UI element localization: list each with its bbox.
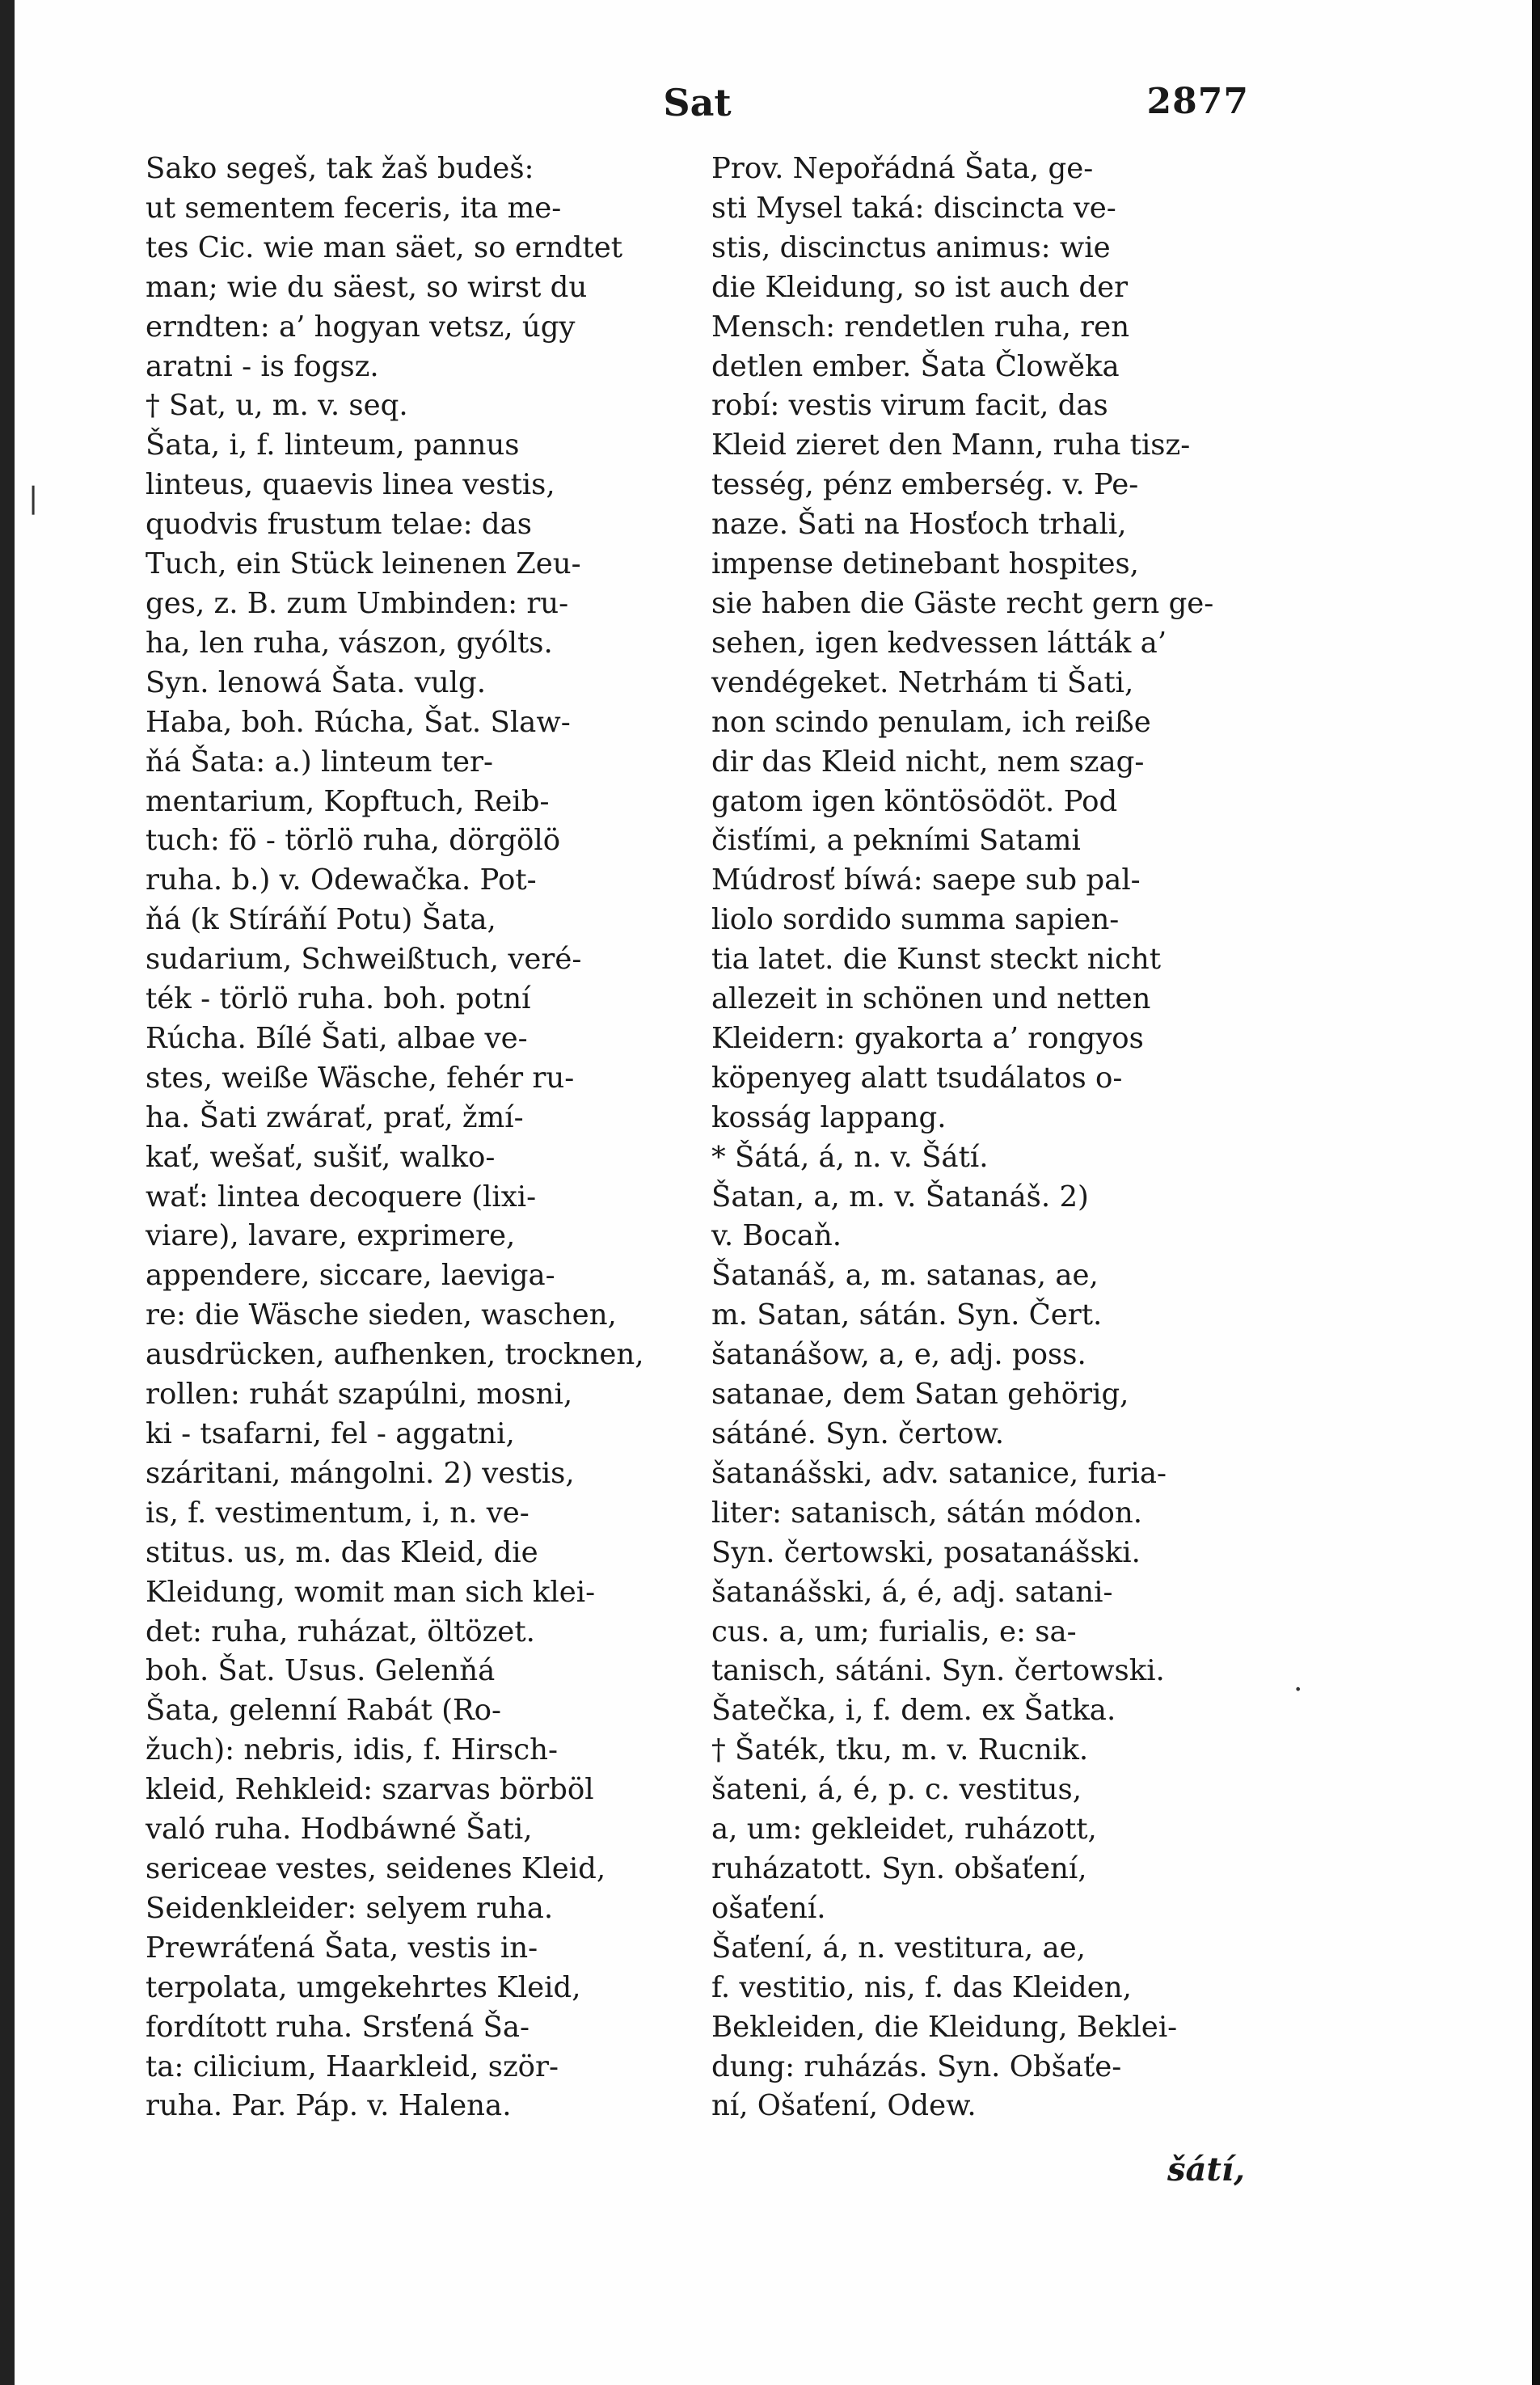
entry-line: ní, Ošaťení, Odew. — [711, 2089, 977, 2123]
entry-line: naze. Šati na Hosťoch trhali, — [711, 508, 1127, 542]
entry-line: v. Bocaň. — [711, 1219, 842, 1253]
entry-line: sie haben die Gäste recht gern ge- — [711, 586, 1214, 620]
entry-line: sehen, igen kedvessen látták a’ — [711, 626, 1167, 660]
entry-line: Šata, i, f. linteum, pannus — [146, 428, 520, 462]
entry-line: ha, len ruha, vászon, gyólts. — [146, 626, 553, 660]
entry-line: linteus, quaevis linea vestis, — [146, 468, 555, 502]
entry-line: gatom igen köntösödöt. Pod — [711, 784, 1118, 818]
entry-line: aratni - is fogsz. — [146, 349, 379, 383]
entry-line: tesség, pénz emberség. v. Pe- — [711, 468, 1139, 502]
entry-line: Prewráťená Šata, vestis in- — [146, 1931, 538, 1965]
entry-line: ki - tsafarni, fel - aggatni, — [146, 1417, 515, 1450]
entry-line: liter: satanisch, sátán módon. — [711, 1496, 1143, 1530]
entry-line: Kleidern: gyakorta a’ rongyos — [711, 1021, 1144, 1055]
entry-line: Prov. Nepořádná Šata, ge- — [711, 152, 1094, 185]
entry-line: Kleidung, womit man sich klei- — [146, 1575, 596, 1609]
entry-line: man; wie du säest, so wirst du — [146, 270, 588, 304]
entry-line: ha. Šati zwárať, prať, žmí- — [146, 1100, 524, 1134]
entry-line: cus. a, um; furialis, e: sa- — [711, 1615, 1077, 1648]
page-number: 2877 — [1146, 81, 1249, 122]
entry-line: robí: vestis virum facit, das — [711, 389, 1108, 423]
entry-line: die Kleidung, so ist auch der — [711, 270, 1129, 304]
entry-line: Bekleiden, die Kleidung, Beklei- — [711, 2010, 1178, 2044]
entry-line: Syn. lenowá Šata. vulg. — [146, 665, 487, 699]
entry-line: m. Satan, sátán. Syn. Čert. — [711, 1298, 1103, 1332]
entry-line: liolo sordido summa sapien- — [711, 903, 1120, 937]
entry-line: quodvis frustum telae: das — [146, 508, 533, 542]
catchword: šátí, — [1167, 2151, 1245, 2189]
entry-line: sericeae vestes, seidenes Kleid, — [146, 1851, 606, 1885]
entry-line: tes Cic. wie man säet, so erndtet — [146, 230, 622, 264]
entry-line: stes, weiße Wäsche, fehér ru- — [146, 1061, 575, 1095]
entry-line: vendégeket. Netrhám ti Šati, — [711, 665, 1134, 699]
entry-line: sudarium, Schweißtuch, veré- — [146, 943, 582, 977]
entry-line: Mensch: rendetlen ruha, ren — [711, 310, 1130, 344]
entry-line: kleid, Rehkleid: szarvas börböl — [146, 1773, 594, 1807]
entry-line: köpenyeg alatt tsudálatos o- — [711, 1061, 1123, 1095]
entry-line: appendere, siccare, laeviga- — [146, 1259, 555, 1293]
entry-line: kosság lappang. — [711, 1100, 947, 1134]
entry-line: * Šátá, á, n. v. Šátí. — [711, 1140, 989, 1174]
entry-line: ňá Šata: a.) linteum ter- — [146, 745, 493, 779]
entry-line: rollen: ruhát szapúlni, mosni, — [146, 1378, 573, 1412]
entry-line: ték - törlö ruha. boh. potní — [146, 982, 531, 1016]
right-column — [711, 150, 1285, 2126]
entry-line: Šaťení, á, n. vestitura, ae, — [711, 1931, 1086, 1965]
entry-line: ut sementem feceris, ita me- — [146, 191, 562, 225]
entry-line: boh. Šat. Usus. Gelenňá — [146, 1654, 496, 1688]
entry-line: ruházatott. Syn. obšaťení, — [711, 1851, 1087, 1885]
entry-line: Rúcha. Bílé Šati, albae ve- — [146, 1021, 528, 1055]
page-edge-left — [0, 0, 15, 2385]
entry-line: viare), lavare, exprimere, — [146, 1219, 516, 1253]
entry-line: šatanášski, adv. satanice, furia- — [711, 1456, 1167, 1490]
entry-line: erndten: a’ hogyan vetsz, úgy — [146, 310, 576, 344]
entry-line: terpolata, umgekehrtes Kleid, — [146, 1970, 581, 2004]
entry-line: detlen ember. Šata Člowěka — [711, 349, 1120, 383]
entry-line: ges, z. B. zum Umbinden: ru- — [146, 586, 569, 620]
entry-line: satanae, dem Satan gehörig, — [711, 1378, 1129, 1412]
entry-line: wať: lintea decoquere (lixi- — [146, 1180, 537, 1214]
entry-line: ausdrücken, aufhenken, trocknen, — [146, 1338, 644, 1372]
margin-mark: ❘ — [21, 482, 46, 515]
entry-line: dir das Kleid nicht, nem szag- — [711, 745, 1145, 779]
running-head — [146, 81, 1249, 129]
entry-line: ruha. b.) v. Odewačka. Pot- — [146, 863, 537, 897]
entry-line: Šata, gelenní Rabát (Ro- — [146, 1694, 502, 1728]
entry-line: stis, discinctus animus: wie — [711, 230, 1111, 264]
entry-line: Haba, boh. Rúcha, Šat. Slaw- — [146, 705, 571, 739]
entry-line: čisťími, a pekními Satami — [711, 824, 1081, 858]
entry-line: dung: ruházás. Syn. Obšaťe- — [711, 2049, 1122, 2083]
margin-mark: · — [1293, 1674, 1303, 1707]
entry-line: non scindo penulam, ich reiße — [711, 705, 1151, 739]
entry-line: re: die Wäsche sieden, waschen, — [146, 1298, 617, 1332]
entry-line: a, um: gekleidet, ruházott, — [711, 1813, 1097, 1847]
entry-line: Sako segeš, tak žaš budeš: — [146, 152, 534, 185]
entry-line: tanisch, sátáni. Syn. čertowski. — [711, 1654, 1165, 1688]
entry-line: fordított ruha. Srsťená Ša- — [146, 2010, 530, 2044]
entry-line: is, f. vestimentum, i, n. ve- — [146, 1496, 530, 1530]
entry-line: való ruha. Hodbáwné Šati, — [146, 1813, 533, 1847]
entry-line: ruha. Par. Páp. v. Halena. — [146, 2089, 512, 2123]
entry-line: Seidenkleider: selyem ruha. — [146, 1891, 554, 1925]
entry-line: sátáné. Syn. čertow. — [711, 1417, 1005, 1450]
entry-line: žuch): nebris, idis, f. Hirsch- — [146, 1733, 559, 1767]
entry-line: tuch: fö - törlö ruha, dörgölö — [146, 824, 561, 858]
entry-line: šateni, á, é, p. c. vestitus, — [711, 1773, 1082, 1807]
entry-line: † Šaték, tku, m. v. Rucnik. — [711, 1733, 1089, 1767]
entry-line: impense detinebant hospites, — [711, 547, 1139, 581]
entry-line: f. vestitio, nis, f. das Kleiden, — [711, 1970, 1132, 2004]
entry-line: Syn. čertowski, posatanášski. — [711, 1535, 1141, 1569]
entry-line: ta: cilicium, Haarkleid, ször- — [146, 2049, 559, 2083]
entry-line: tia latet. die Kunst steckt nicht — [711, 943, 1161, 977]
entry-line: † Sat, u, m. v. seq. — [146, 389, 408, 423]
left-column — [146, 150, 695, 2126]
entry-line: száritani, mángolni. 2) vestis, — [146, 1456, 575, 1490]
entry-line: Kleid zieret den Mann, ruha tisz- — [711, 428, 1191, 462]
entry-line: Šatan, a, m. v. Šatanáš. 2) — [711, 1180, 1089, 1214]
page-edge-right — [1532, 0, 1540, 2385]
entry-line: stitus. us, m. das Kleid, die — [146, 1535, 538, 1569]
entry-line: mentarium, Kopftuch, Reib- — [146, 784, 550, 818]
entry-line: ňá (k Stíráňí Potu) Šata, — [146, 903, 496, 937]
entry-line: šatanášow, a, e, adj. poss. — [711, 1338, 1086, 1372]
entry-line: šatanášski, á, é, adj. satani- — [711, 1575, 1113, 1609]
entry-line: Múdrosť bíwá: saepe sub pal- — [711, 863, 1141, 897]
headword: Sat — [663, 81, 732, 125]
entry-line: allezeit in schönen und netten — [711, 982, 1151, 1016]
entry-line: Šatanáš, a, m. satanas, ae, — [711, 1259, 1099, 1293]
entry-line: sti Mysel taká: discincta ve- — [711, 191, 1116, 225]
entry-line: det: ruha, ruházat, öltözet. — [146, 1615, 535, 1648]
entry-line: Šatečka, i, f. dem. ex Šatka. — [711, 1694, 1116, 1728]
entry-line: ošaťení. — [711, 1891, 826, 1925]
entry-line: Tuch, ein Stück leinenen Zeu- — [146, 547, 581, 581]
entry-line: kať, wešať, sušiť, walko- — [146, 1140, 496, 1174]
